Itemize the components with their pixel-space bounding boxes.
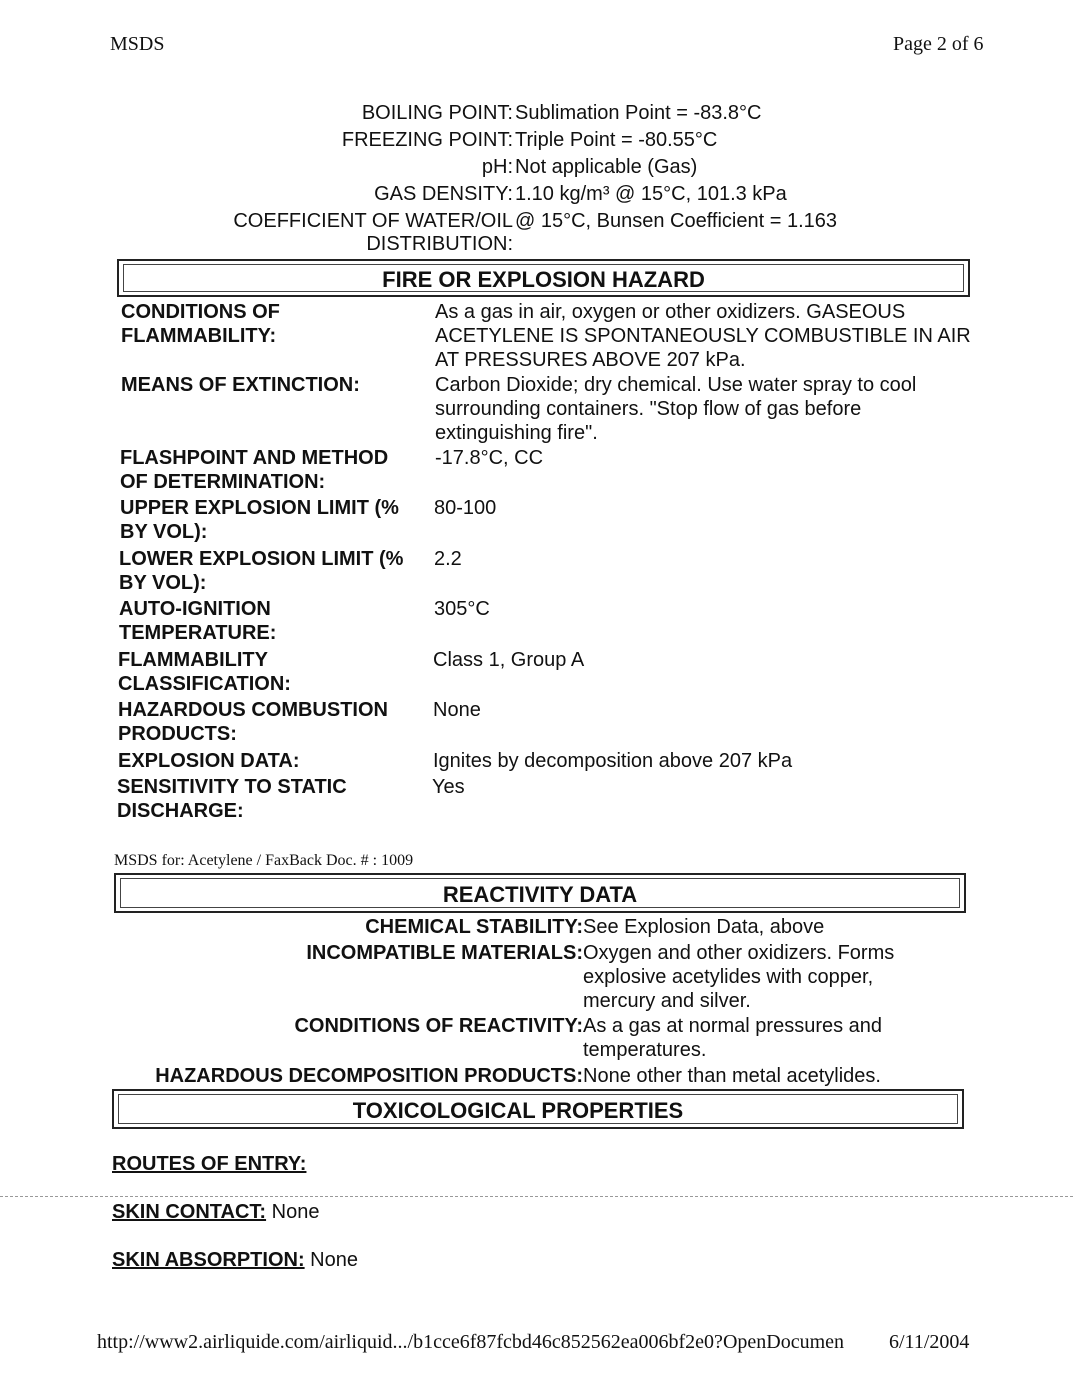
incompatible-materials-label: INCOMPATIBLE MATERIALS:: [306, 942, 583, 964]
routes-of-entry: [112, 1153, 306, 1176]
gas-density-value: 1.10 kg/m³ @ 15°C, 101.3 kPa: [515, 183, 787, 205]
freezing-point-label: FREEZING POINT:: [341, 129, 513, 151]
flammability-classification-value: Class 1, Group A: [433, 649, 585, 671]
fire-hazard-header-box: [117, 259, 970, 297]
hazardous-decomposition-value: None other than metal acetylides.: [583, 1065, 881, 1087]
ph-value: Not applicable (Gas): [515, 156, 698, 178]
toxicological-title: TOXICOLOGICAL PROPERTIES: [352, 1098, 684, 1123]
auto-ignition-label: AUTO-IGNITION TEMPERATURE:: [119, 598, 277, 644]
conditions-of-flammability-label: CONDITIONS OF FLAMMABILITY:: [121, 301, 280, 347]
flashpoint-label: FLASHPOINT AND METHOD OF DETERMINATION:: [120, 447, 389, 493]
coefficient-value: @ 15°C, Bunsen Coefficient = 1.163: [515, 210, 838, 232]
reactivity-title: REACTIVITY DATA: [442, 882, 638, 907]
hazardous-decomposition-row: [0, 1064, 1073, 1090]
flashpoint-value: -17.8°C, CC: [435, 447, 544, 469]
skin-absorption-value: None: [310, 1249, 358, 1271]
hazardous-decomposition-label: HAZARDOUS DECOMPOSITION PRODUCTS:: [155, 1065, 583, 1087]
chemical-stability-label: CHEMICAL STABILITY:: [365, 916, 583, 938]
chemical-stability-value: See Explosion Data, above: [583, 916, 825, 938]
lower-explosion-limit-label: LOWER EXPLOSION LIMIT (% BY VOL):: [119, 548, 404, 594]
skin-contact: [112, 1201, 319, 1224]
ph-label: pH:: [481, 156, 513, 178]
incompatible-materials-row: [0, 941, 1073, 1015]
conditions-of-reactivity-label: CONDITIONS OF REACTIVITY:: [294, 1015, 583, 1037]
skin-contact-label: SKIN CONTACT:: [112, 1201, 267, 1223]
hazardous-combustion-label: HAZARDOUS COMBUSTION PRODUCTS:: [118, 699, 388, 745]
boiling-point-value: Sublimation Point = -83.8°C: [515, 102, 762, 124]
skin-contact-value: None: [271, 1201, 320, 1223]
skin-absorption-label: SKIN ABSORPTION:: [112, 1249, 305, 1271]
footer-url: http://www2.airliquide.com/airliquid.../b1cce6f87fcbd46c852562ea006bf2e0?OpenDocumen: [97, 1331, 845, 1353]
routes-of-entry-label: ROUTES OF ENTRY:: [112, 1153, 307, 1175]
means-of-extinction-label: MEANS OF EXTINCTION:: [121, 374, 360, 396]
auto-ignition-value: 305°C: [434, 598, 490, 620]
doc-reference: MSDS for: Acetylene / FaxBack Doc. # : 1009: [114, 852, 414, 869]
conditions-of-flammability-value: As a gas in air, oxygen or other oxidizers. GASEOUS ACETYLENE IS SPONTANEOUSLY COMBUSTIBLE IN AIR AT PRESSURES ABOVE 207 kPa.: [435, 301, 971, 371]
static-discharge-value: Yes: [432, 776, 465, 798]
explosion-data-value: Ignites by decomposition above 207 kPa: [433, 750, 793, 772]
upper-explosion-limit-value: 80-100: [434, 497, 497, 519]
toxicological-header-box: [112, 1089, 964, 1129]
coefficient-label: COEFFICIENT OF WATER/OIL: [233, 210, 513, 232]
page-number: Page 2 of 6: [893, 33, 984, 55]
freezing-point-value: Triple Point = -80.55°C: [515, 129, 718, 151]
upper-explosion-limit-label: UPPER EXPLOSION LIMIT (% BY VOL):: [120, 497, 399, 543]
reactivity-header-box: [114, 873, 966, 913]
hazardous-combustion-value: None: [433, 699, 481, 721]
scan-divider: [0, 1196, 1073, 1197]
static-discharge-label: SENSITIVITY TO STATIC DISCHARGE:: [117, 776, 347, 822]
incompatible-materials-value: Oxygen and other oxidizers. Forms explosive acetylides with copper, mercury and silver.: [583, 942, 895, 1012]
lower-explosion-limit-value: 2.2: [434, 548, 462, 570]
footer-date: 6/11/2004: [889, 1331, 970, 1353]
flammability-classification-label: FLAMMABILITY CLASSIFICATION:: [118, 649, 291, 695]
chemical-stability-row: [0, 915, 1073, 941]
gas-density-label: GAS DENSITY:: [374, 183, 513, 205]
means-of-extinction-value: Carbon Dioxide; dry chemical. Use water spray to cool surrounding containers. "Stop flow of gas before extinguishing fire".: [435, 374, 917, 444]
conditions-of-reactivity-row: [0, 1014, 1073, 1064]
conditions-of-reactivity-value: As a gas at normal pressures and temperatures.: [583, 1015, 883, 1061]
header-left: MSDS: [110, 33, 165, 55]
fire-hazard-title: FIRE OR EXPLOSION HAZARD: [382, 267, 705, 292]
boiling-point-label: BOILING POINT:: [361, 102, 513, 124]
explosion-data-label: EXPLOSION DATA:: [118, 750, 300, 772]
skin-absorption: [112, 1249, 358, 1272]
distribution-label: DISTRIBUTION:: [366, 233, 513, 255]
